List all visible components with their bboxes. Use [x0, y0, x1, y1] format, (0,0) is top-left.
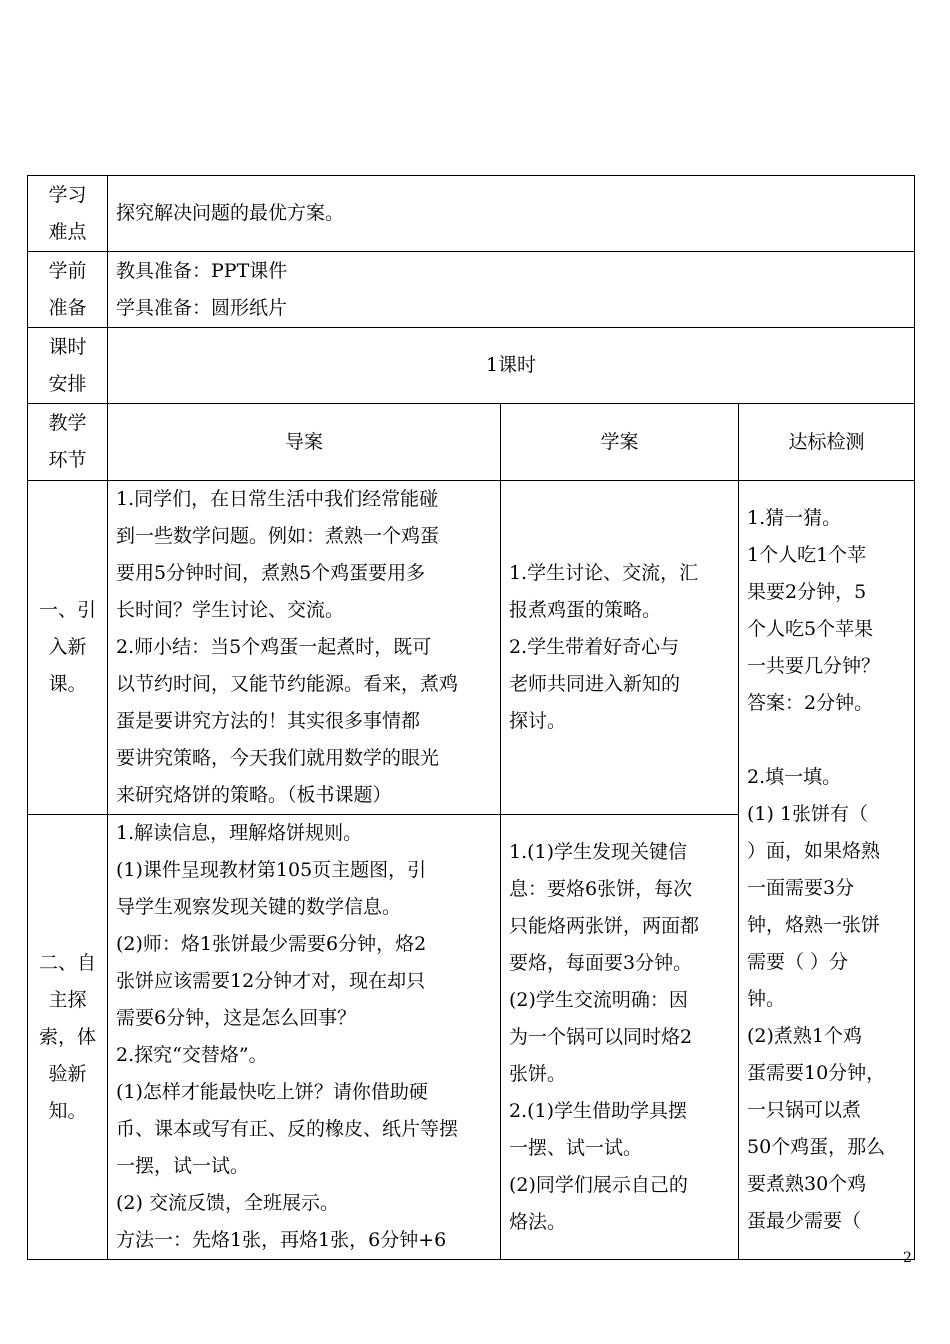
teacher-materials: 教具准备：PPT课件 — [116, 259, 288, 282]
explore-study-line: 1.(1)学生发现关键信 — [509, 840, 688, 863]
explore-guide-line: (1)课件呈现教材第105页主题图，引 — [116, 859, 427, 881]
intro-guide-line: 1.同学们，在日常生活中我们经常能碰 — [116, 488, 439, 510]
check-line: 一共要几分钟？ — [747, 655, 881, 677]
explore-study-line: 息：要烙6张饼，每次 — [509, 877, 693, 900]
explore-study-line: 要烙，每面要3分钟。 — [509, 951, 693, 974]
check-line: 答案：2分钟。 — [747, 692, 874, 714]
check-line: (1) 1张饼有（ — [747, 803, 869, 825]
explore-study-line: 张饼。 — [509, 1062, 567, 1085]
intro-guide-line: 要讲究策略，今天我们就用数学的眼光 — [116, 747, 440, 769]
explore-study-cell — [501, 815, 739, 1260]
check-line: 2.填一填。 — [747, 766, 842, 788]
label-schedule: 课时 安排 — [28, 328, 108, 404]
explore-guide-line: 导学生观察发现关键的数学信息。 — [116, 896, 402, 918]
schedule-content: 1课时 — [108, 328, 915, 404]
check-line: 一面需要3分 — [747, 877, 855, 899]
check-cell — [739, 481, 915, 1260]
check-line: (2)煮熟1个鸡 — [747, 1025, 863, 1047]
intro-guide-cell — [108, 481, 501, 815]
explore-study-line: (2)同学们展示自己的 — [509, 1173, 688, 1196]
check-line: 要煮熟30个鸡 — [747, 1173, 867, 1195]
explore-guide-line: 张饼应该需要12分钟才对，现在却只 — [116, 970, 426, 992]
check-line: 一只锅可以煮 — [747, 1099, 862, 1121]
intro-study-line: 1.学生讨论、交流，汇 — [509, 562, 699, 584]
intro-study-line: 2.学生带着好奇心与 — [509, 636, 680, 658]
explore-guide-line: 方法一：先烙1张，再烙1张，6分钟+6 — [116, 1229, 447, 1251]
label-preparation: 学前 准备 — [28, 252, 108, 328]
check-line: 果要2分钟，5 — [747, 581, 867, 603]
check-line: 蛋需要10分钟， — [747, 1062, 886, 1084]
check-line: 钟。 — [747, 988, 786, 1010]
label-exploration: 二、自 主探 索，体 验新 知。 — [28, 815, 108, 1260]
label-learning-difficulty: 学习 难点 — [28, 176, 108, 252]
row-introduction — [28, 481, 915, 815]
explore-guide-line: 币、课本或写有正、反的橡皮、纸片等摆 — [116, 1118, 459, 1140]
intro-study-cell — [501, 481, 739, 815]
explore-study-line: 只能烙两张饼，两面都 — [509, 914, 700, 937]
check-line: 钟，烙熟一张饼 — [747, 914, 881, 936]
intro-guide-line: 来研究烙饼的策略。（板书课题） — [116, 784, 392, 806]
check-line: ）面，如果烙熟 — [747, 840, 881, 862]
header-check: 达标检测 — [739, 404, 915, 481]
intro-study-line: 老师共同进入新知的 — [509, 673, 681, 695]
explore-guide-line: (2)师：烙1张饼最少需要6分钟，烙2 — [116, 933, 427, 955]
row-column-headers — [28, 404, 915, 481]
explore-study-line: 一摆、试一试。 — [509, 1136, 643, 1159]
explore-guide-line: 1.解读信息，理解烙饼规则。 — [116, 822, 363, 844]
explore-study-line: 为一个锅可以同时烙2 — [509, 1025, 693, 1048]
explore-guide-line: 需要6分钟，这是怎么回事？ — [116, 1007, 357, 1029]
label-teaching-stage: 教学 环节 — [28, 404, 108, 481]
row-schedule — [28, 328, 915, 404]
explore-guide-line: 一摆，试一试。 — [116, 1155, 250, 1177]
student-materials: 学具准备：圆形纸片 — [116, 296, 288, 319]
explore-study-line: 2.(1)学生借助学具摆 — [509, 1099, 688, 1122]
check-line: 需要（ ）分 — [747, 951, 849, 973]
header-guide: 导案 — [108, 404, 501, 481]
lesson-plan-table — [27, 175, 915, 1260]
row-preparation — [28, 252, 915, 328]
check-line — [747, 722, 906, 759]
label-introduction: 一、引 入新 课。 — [28, 481, 108, 815]
check-line: 50个鸡蛋，那么 — [747, 1136, 886, 1158]
intro-study-line: 探讨。 — [509, 710, 567, 732]
check-line: 个人吃5个苹果 — [747, 618, 874, 640]
header-study: 学案 — [501, 404, 739, 481]
preparation-content — [108, 252, 915, 328]
explore-guide-line: (2) 交流反馈，全班展示。 — [116, 1192, 339, 1214]
explore-guide-cell — [108, 815, 501, 1260]
intro-guide-line: 以节约时间，又能节约能源。看来，煮鸡 — [116, 673, 459, 695]
intro-guide-line: 2.师小结：当5个鸡蛋一起煮时，既可 — [116, 636, 432, 658]
intro-guide-line: 要用5分钟时间，煮熟5个鸡蛋要用多 — [116, 562, 426, 584]
check-line: 1个人吃1个苹 — [747, 544, 867, 566]
explore-guide-line: 2.探究“交替烙”。 — [116, 1044, 268, 1066]
explore-study-line: 烙法。 — [509, 1210, 567, 1233]
intro-guide-line: 蛋是要讲究方法的！其实很多事情都 — [116, 710, 421, 732]
page-number: 2 — [903, 1250, 912, 1266]
intro-study-line: 报煮鸡蛋的策略。 — [509, 599, 662, 621]
intro-guide-line: 长时间？学生讨论、交流。 — [116, 599, 345, 621]
learning-difficulty-content: 探究解决问题的最优方案。 — [108, 176, 915, 252]
explore-study-line: (2)学生交流明确：因 — [509, 988, 688, 1011]
explore-guide-line: (1)怎样才能最快吃上饼？请你借助硬 — [116, 1081, 428, 1103]
check-line: 蛋最少需要（ — [747, 1210, 862, 1232]
intro-guide-line: 到一些数学问题。例如：煮熟一个鸡蛋 — [116, 525, 440, 547]
row-learning-difficulty — [28, 176, 915, 252]
check-line: 1.猜一猜。 — [747, 507, 842, 529]
